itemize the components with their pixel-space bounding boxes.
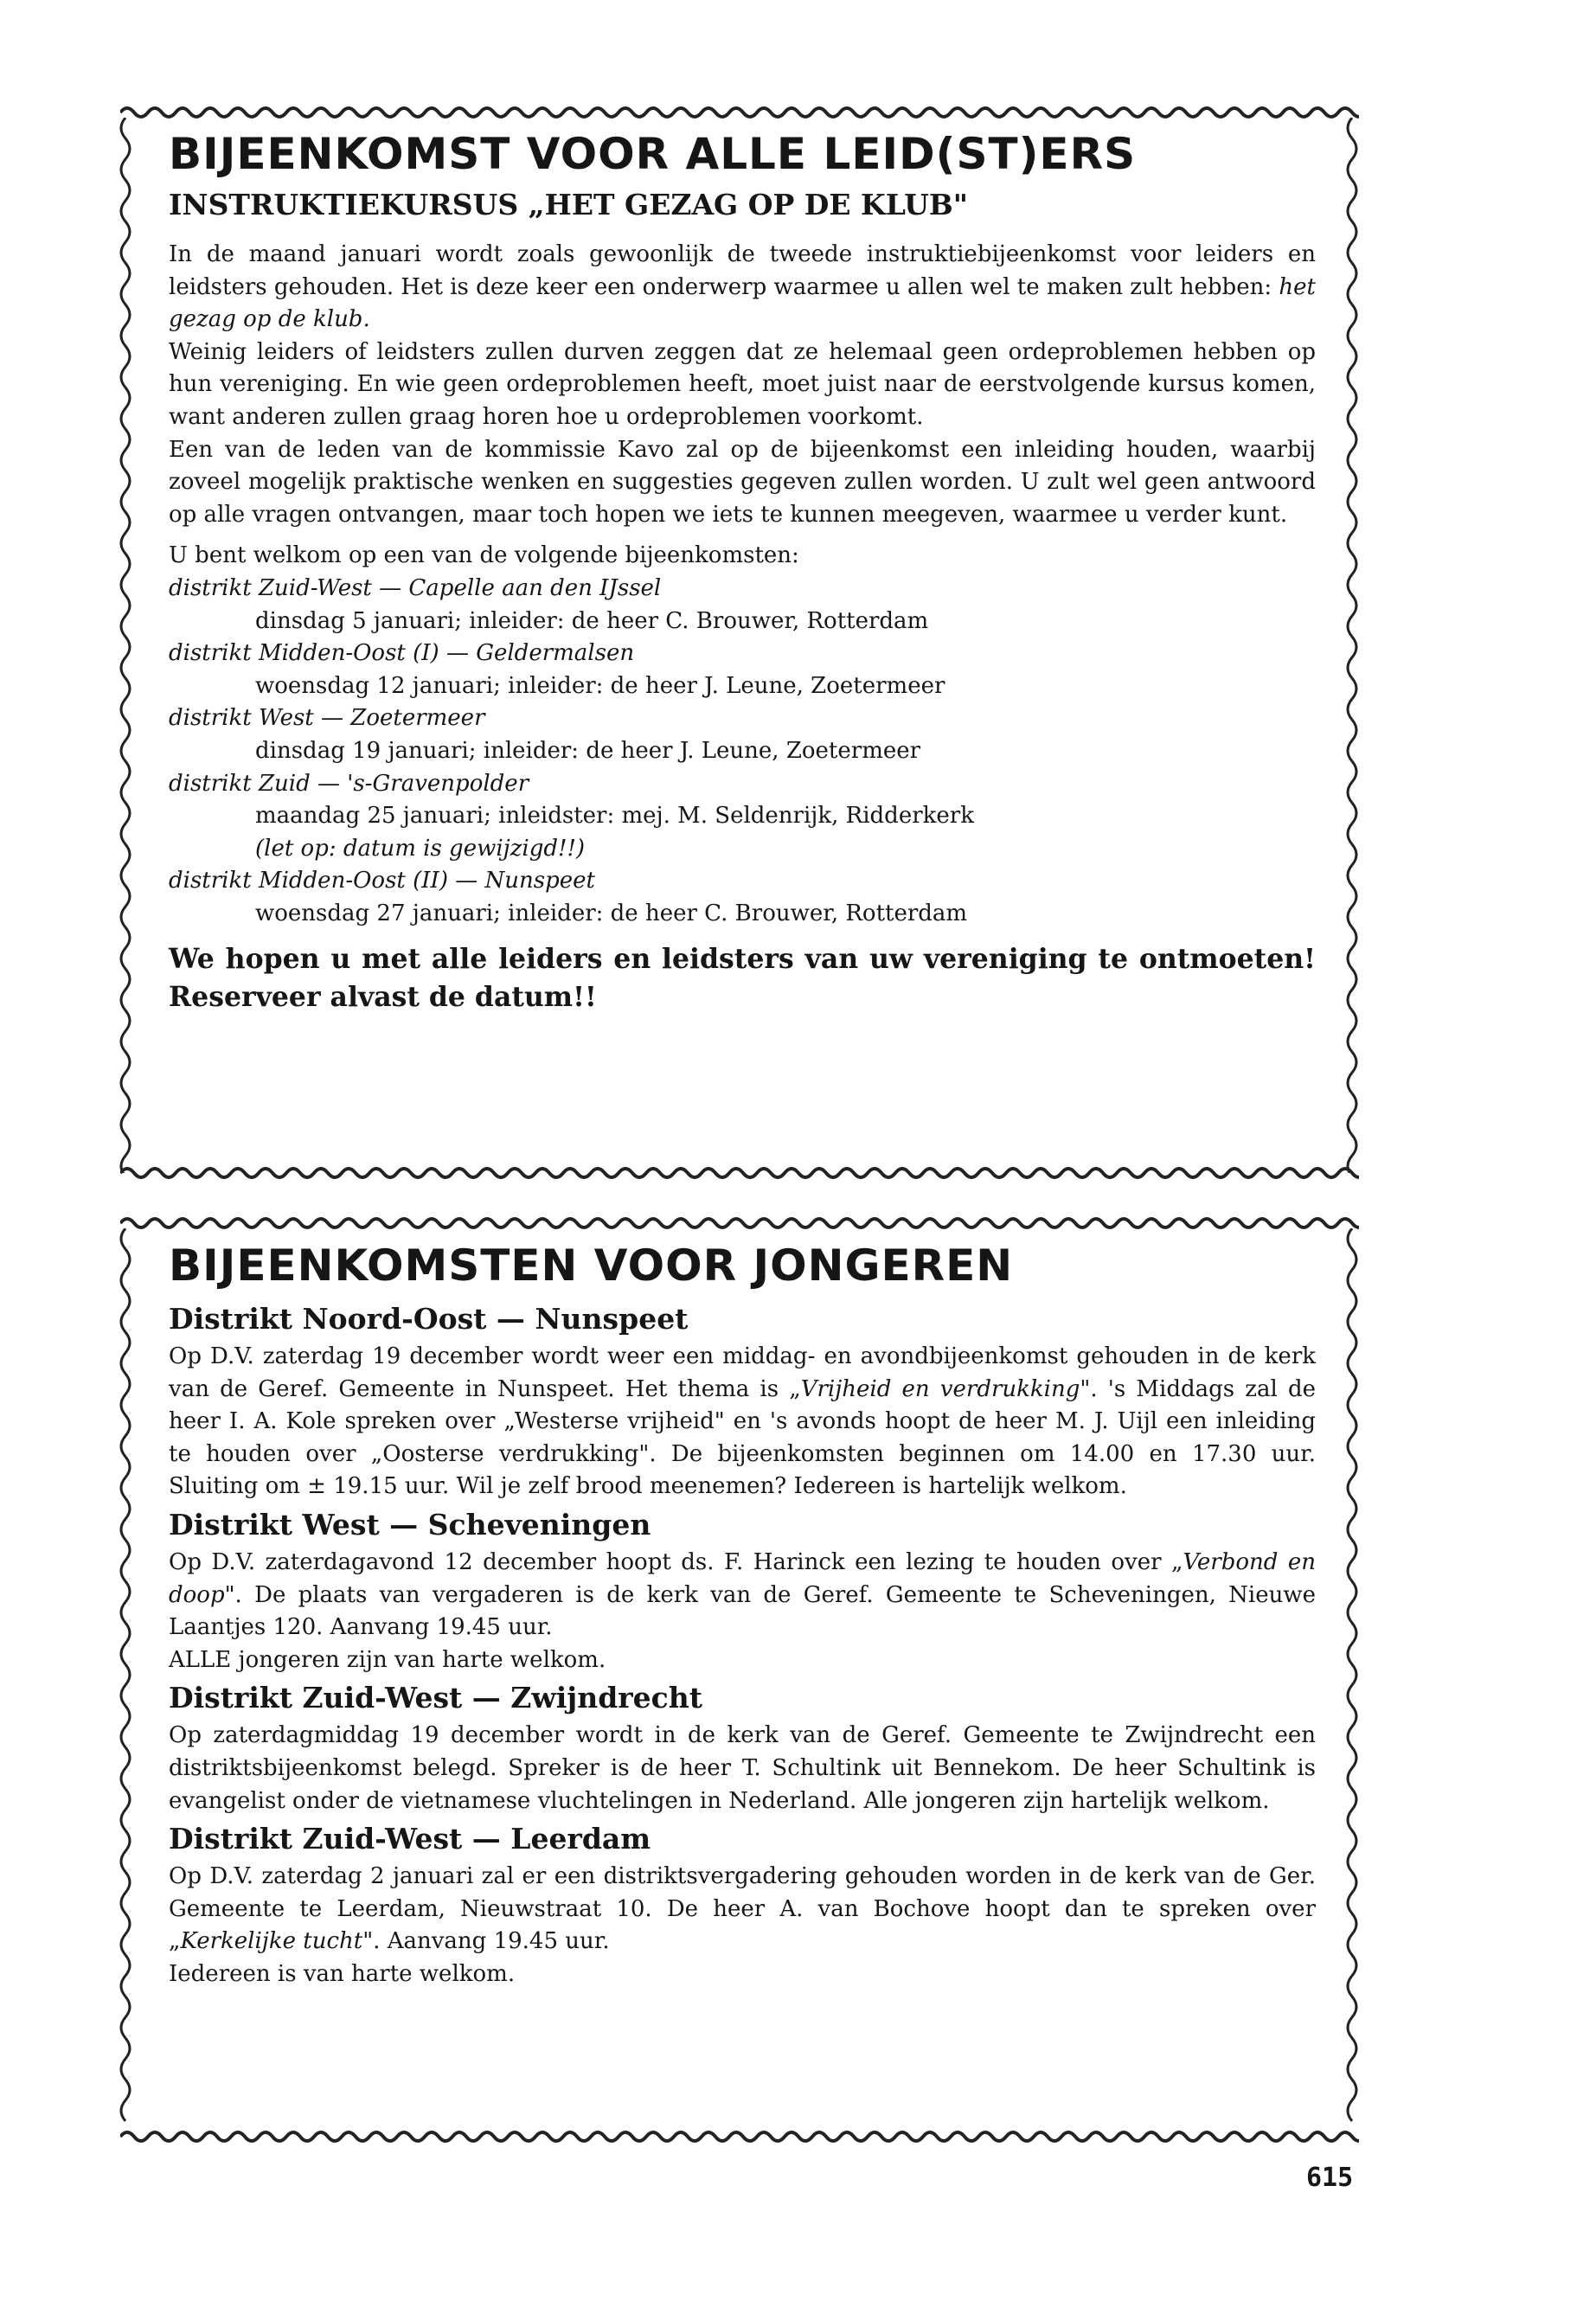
section-heading: Distrikt Zuid-West — Zwijndrecht: [169, 1681, 702, 1715]
district-detail: maandag 25 januari; inleidster: mej. M. Seldenrijk, Ridderkerk: [255, 803, 974, 830]
section-welcome: ALLE jongeren zijn van harte welkom.: [169, 1646, 606, 1673]
date-changed-note: (let op: datum is gewijzigd!!): [255, 835, 586, 862]
text-part: ". Aanvang 19.45 uur.: [362, 1928, 610, 1955]
wave-border-top: [120, 104, 1359, 121]
lecture-title: Verbond en doop: [169, 1548, 1316, 1608]
intro-text: In de maand januari wordt zoals gewoonlijk de tweede instruktiebijeenkomst voor leiders en leidsters gehouden. Het is deze keer een onderwerp waarmee u allen wel te maken zult hebben:: [169, 241, 1316, 300]
district-name: distrikt Midden-Oost (II) — Nunspeet: [169, 868, 595, 894]
announcement-box-leaders: [125, 111, 1354, 1173]
district-name: distrikt West — Zoetermeer: [169, 705, 485, 732]
intro-topic: het gezag op de klub.: [169, 273, 1316, 333]
section-text: [169, 1341, 1316, 1503]
section-text: Op zaterdagmiddag 19 december wordt in de kerk van de Geref. Gemeente te Zwijndrecht een distriktsbijeenkomst belegd. Spreker is de heer T. Schultink uit Bennekom. De heer Schultink is evangelist onder de vietnamese vluchtelingen in Nederland. Alle jongeren zijn hartelijk welkom.: [169, 1722, 1316, 1814]
section-heading: Distrikt Noord-Oost — Nunspeet: [169, 1302, 689, 1336]
text-part: Op D.V. zaterdagavond 12 december hoopt ds. F. Harinck een lezing te houden over „: [169, 1548, 1183, 1575]
wave-border-right: [1342, 118, 1362, 1173]
wave-border-left: [115, 118, 136, 1173]
intro-paragraph: [169, 239, 1316, 336]
wave-border-top: [120, 1215, 1359, 1232]
speaker-paragraph: Een van de leden van de kommissie Kavo zal op de bijeenkomst een inleiding houden, waarbij zoveel mogelijk praktische wenken en suggesties gegeven zullen worden. U zult wel geen antwoord op alle vragen ontvangen, maar toch hopen we iets te kunnen meegeven, waarmee u verder kunt.: [169, 436, 1316, 528]
district-name: distrikt Zuid — 's-Gravenpolder: [169, 770, 529, 797]
section-welcome: Iedereen is van harte welkom.: [169, 1960, 516, 1987]
section-heading: Distrikt Zuid-West — Leerdam: [169, 1822, 651, 1856]
district-detail: woensdag 27 januari; inleider: de heer C. Brouwer, Rotterdam: [255, 900, 968, 926]
announcement-box-youth: [125, 1221, 1354, 2137]
district-detail: dinsdag 19 januari; inleider: de heer J. Leune, Zoetermeer: [255, 737, 921, 764]
wave-border-right: [1342, 1228, 1362, 2137]
text-part: Op D.V. zaterdag 19 december wordt weer een middag- en avondbijeenkomst gehouden in de kerk van de Geref. Gemeente in Nunspeet. Het thema is „: [169, 1343, 1316, 1402]
text-part: Op D.V. zaterdag 2 januari zal er een distriktsvergadering gehouden worden in de kerk van de Ger. Gemeente te Leerdam, Nieuwstraat 10. De heer A. van Bochove hoopt dan te spreken over „: [169, 1863, 1316, 1955]
youth-meetings-title: BIJEENKOMSTEN VOOR JONGEREN: [169, 1240, 1014, 1291]
district-detail: woensdag 12 januari; inleider: de heer J. Leune, Zoetermeer: [255, 672, 945, 699]
section-text: [169, 1861, 1316, 1958]
course-subtitle: INSTRUKTIEKURSUS „HET GEZAG OP DE KLUB": [169, 188, 968, 221]
district-detail: dinsdag 5 januari; inleider: de heer C. Brouwer, Rotterdam: [255, 607, 929, 634]
section-heading: Distrikt West — Scheveningen: [169, 1507, 651, 1541]
wave-border-bottom: [120, 1164, 1359, 1182]
theme-title: Vrijheid en verdrukking: [800, 1375, 1080, 1402]
district-name: distrikt Midden-Oost (I) — Geldermalsen: [169, 640, 635, 667]
problems-paragraph: Weinig leiders of leidsters zullen durven zeggen dat ze helemaal geen ordeproblemen hebben op hun vereniging. En wie geen ordeproblemen heeft, moet juist naar de eerstvolgende kursus komen, want anderen zullen graag horen hoe u ordeproblemen voorkomt.: [169, 338, 1316, 430]
text-part: ". 's Middags zal de heer I. A. Kole spreken over „Westerse vrijheid" en 's avonds hoopt de heer M. J. Uijl een inleiding te houden over „Oosterse verdrukking". De bijeenkomsten beginnen om 14.00 en 17.30 uur. Sluiting om ± 19.15 uur. Wil je zelf brood meenemen? Iedereen is hartelijk welkom.: [169, 1375, 1317, 1500]
section-text: [169, 1547, 1316, 1644]
district-list: [169, 573, 1316, 931]
text-part: ". De plaats van vergaderen is de kerk van de Geref. Gemeente te Scheveningen, Nieuwe Laantjes 120. Aanvang 19.45 uur.: [169, 1581, 1316, 1641]
page-number: 615: [1306, 2163, 1354, 2193]
closing-statement: We hopen u met alle leiders en leidsters van uw vereniging te ontmoeten! Reserveer alvast de datum!!: [169, 943, 1316, 1014]
welcome-line: U bent welkom op een van de volgende bijeenkomsten:: [169, 542, 799, 569]
lecture-title: Kerkelijke tucht: [180, 1928, 363, 1955]
wave-border-bottom: [120, 2128, 1359, 2145]
district-name: distrikt Zuid-West — Capelle aan den IJssel: [169, 574, 662, 601]
wave-border-left: [115, 1228, 136, 2137]
leaders-meeting-title: BIJEENKOMST VOOR ALLE LEID(ST)ERS: [169, 129, 1137, 179]
